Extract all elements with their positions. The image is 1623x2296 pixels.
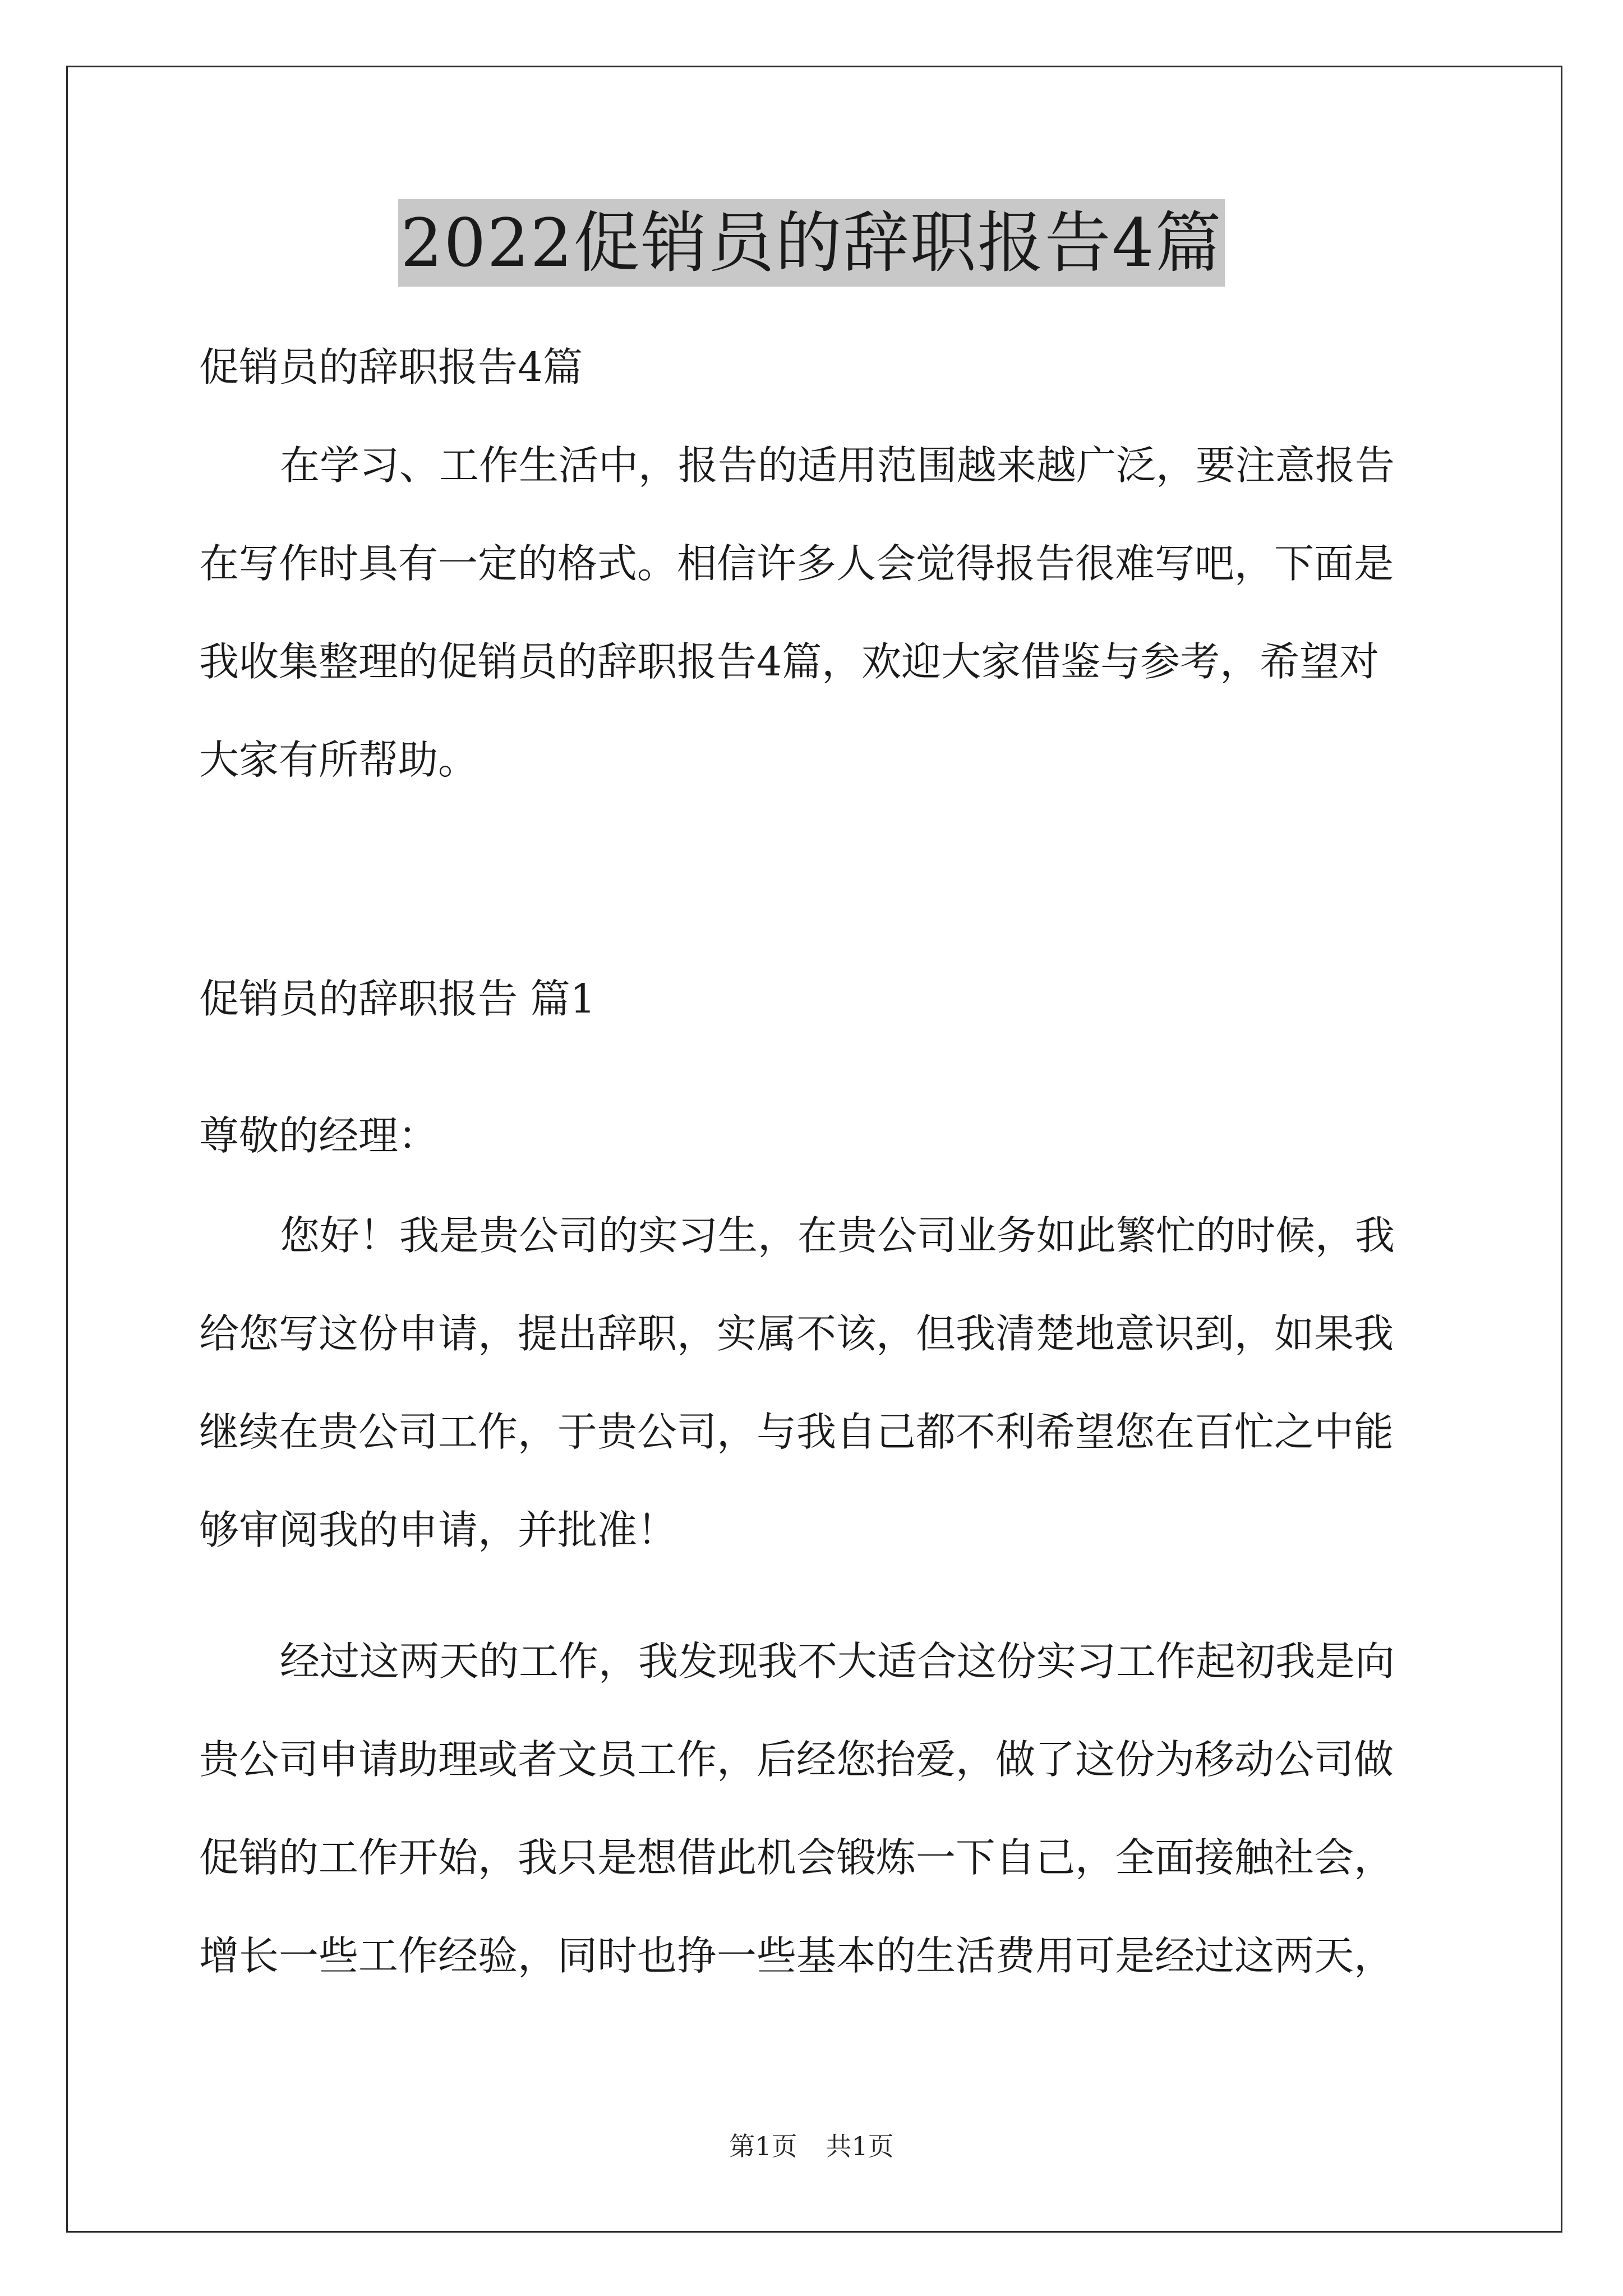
salutation: 尊敬的经理：	[199, 1112, 439, 1159]
paragraph-line: 贵公司申请助理或者文员工作，后经您抬爱，做了这份为移动公司做	[199, 1736, 1394, 1783]
document-title: 2022促销员的辞职报告4篇	[398, 199, 1224, 287]
paragraph-line: 您好！我是贵公司的实习生，在贵公司业务如此繁忙的时候，我	[280, 1212, 1395, 1259]
paragraph-line: 增长一些工作经验，同时也挣一些基本的生活费用可是经过这两天，	[199, 1932, 1394, 1979]
subtitle: 促销员的辞职报告4篇	[199, 344, 583, 390]
intro-line: 在学习、工作生活中，报告的适用范围越来越广泛，要注意报告	[280, 442, 1395, 489]
paragraph-line: 给您写这份申请，提出辞职，实属不该，但我清楚地意识到，如果我	[199, 1310, 1394, 1357]
page-number-current: 第1页	[729, 2131, 797, 2161]
paragraph-line: 够审阅我的申请，并批准！	[199, 1507, 677, 1553]
page-number-total: 共1页	[826, 2131, 894, 2161]
intro-line: 大家有所帮助。	[199, 737, 478, 783]
title-container	[0, 199, 1623, 287]
paragraph-line: 继续在贵公司工作，于贵公司，与我自己都不利希望您在百忙之中能	[199, 1409, 1394, 1455]
page-footer	[0, 2126, 1623, 2163]
paragraph-line: 经过这两天的工作，我发现我不大适合这份实习工作起初我是向	[280, 1638, 1395, 1685]
section-heading: 促销员的辞职报告 篇1	[199, 976, 596, 1022]
intro-line: 在写作时具有一定的格式。相信许多人会觉得报告很难写吧，下面是	[199, 540, 1394, 587]
intro-line: 我收集整理的促销员的辞职报告4篇，欢迎大家借鉴与参考，希望对	[199, 638, 1380, 685]
paragraph-line: 促销的工作开始，我只是想借此机会锻炼一下自己，全面接触社会，	[199, 1834, 1394, 1881]
